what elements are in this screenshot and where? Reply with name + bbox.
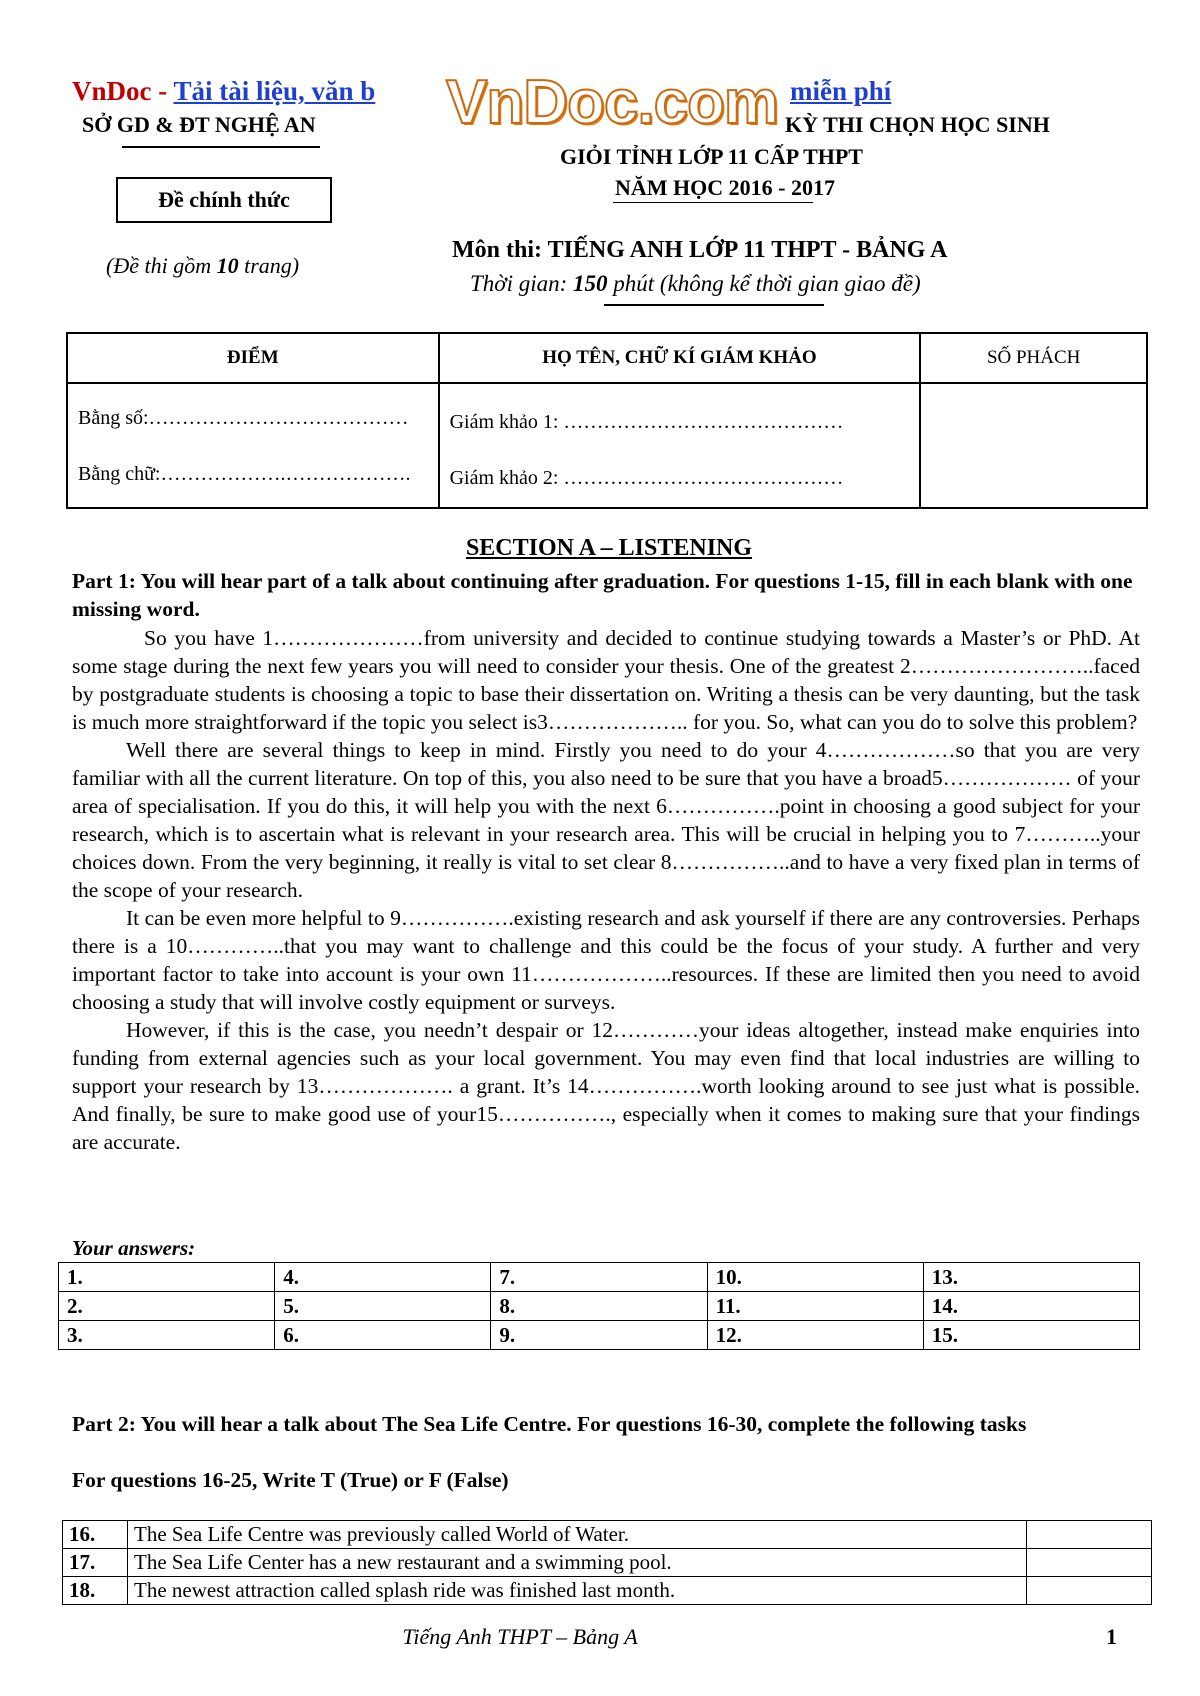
code-cell[interactable] bbox=[920, 383, 1147, 508]
question-number: 17. bbox=[63, 1549, 128, 1577]
subject-value: TIẾNG ANH LỚP 11 THPT - BẢNG A bbox=[547, 237, 948, 263]
duration-minutes: 150 bbox=[573, 271, 608, 296]
answer-cell[interactable]: 4. bbox=[275, 1263, 491, 1292]
answer-cell[interactable]: 10. bbox=[707, 1263, 923, 1292]
examiner-cell bbox=[439, 383, 921, 508]
score-cell bbox=[67, 383, 439, 508]
examiner-column-header: HỌ TÊN, CHỮ KÍ GIÁM KHẢO bbox=[439, 333, 921, 383]
answers-table bbox=[58, 1262, 1140, 1350]
official-exam-label: Đề chính thức bbox=[116, 177, 332, 223]
pages-note bbox=[106, 253, 299, 279]
passage-paragraph: So you have 1…………………from university and decided to continue studying towards a Master’s or PhD. At some stage during the next few years you will need to consider your thesis. One of the greatest 2……………………..faced by postgraduate students is choosing a topic to base their dissertation on. Writing a thesis can be very daunting, but the task is much more straightforward if the topic you select is3……………….. for you. So, what can you do to solve this problem? bbox=[72, 626, 1140, 734]
part2-instruction: Part 2: You will hear a talk about The Sea Life Centre. For questions 16-30, complete the following tasks bbox=[72, 1412, 1027, 1436]
true-false-answer-cell[interactable] bbox=[1027, 1521, 1152, 1549]
answer-cell[interactable]: 11. bbox=[707, 1292, 923, 1321]
table-row bbox=[63, 1521, 1152, 1549]
score-words-field[interactable]: Bằng chữ:……………….………………. bbox=[78, 462, 411, 485]
answer-cell[interactable]: 9. bbox=[491, 1321, 707, 1350]
table-row bbox=[63, 1577, 1152, 1605]
answer-cell[interactable]: 7. bbox=[491, 1263, 707, 1292]
subject-line bbox=[452, 237, 947, 264]
subject-label: Môn thi: bbox=[452, 237, 542, 263]
exam-title-line2: GIỎI TỈNH LỚP 11 CẤP THPT bbox=[560, 144, 863, 169]
duration-prefix: Thời gian: bbox=[470, 271, 574, 296]
answer-cell[interactable]: 8. bbox=[491, 1292, 707, 1321]
examiner2-field[interactable]: Giám khảo 2: …………………………………… bbox=[449, 467, 844, 489]
examiner1-field[interactable]: Giám khảo 1: …………………………………… bbox=[449, 411, 844, 433]
code-column-header: SỐ PHÁCH bbox=[920, 333, 1147, 383]
answer-cell[interactable]: 13. bbox=[923, 1263, 1139, 1292]
question-statement: The newest attraction called splash ride was finished last month. bbox=[128, 1577, 1027, 1605]
section-a-title: SECTION A – LISTENING bbox=[465, 535, 753, 561]
pages-count: 10 bbox=[216, 253, 239, 278]
answer-cell[interactable]: 15. bbox=[923, 1321, 1139, 1350]
page-footer: Tiếng Anh THPT – Bảng A bbox=[402, 1624, 638, 1649]
passage-paragraph: Well there are several things to keep in mind. Firstly you need to do your 4………………so that you are very familiar with all the current literature. On top of this, you also need to be sure that you have a broad5……………… of your area of specialisation. If you do this, it will help you with the next 6…………….point in choosing a good subject for your research, which is to ascertain what is relevant in your research area. This will be crucial in helping you to 7………..your choices down. From the very beginning, it really is vital to set clear 8……………..and to have a very fixed plan in terms of the scope of your research. bbox=[72, 738, 1140, 902]
question-statement: The Sea Life Centre was previously called World of Water. bbox=[128, 1521, 1027, 1549]
exam-title-line3: NĂM HỌC 2016 - 2017 bbox=[615, 175, 835, 200]
duration-line bbox=[470, 271, 921, 297]
answer-cell[interactable]: 3. bbox=[59, 1321, 275, 1350]
score-table bbox=[66, 332, 1148, 509]
vndoc-logo[interactable]: VnDoc.com bbox=[440, 72, 784, 134]
true-false-table bbox=[62, 1520, 1152, 1605]
true-false-answer-cell[interactable] bbox=[1027, 1577, 1152, 1605]
pages-note-suffix: trang) bbox=[238, 253, 300, 278]
passage-paragraph: However, if this is the case, you needn’t despair or 12…………your ideas altogether, instead make enquiries into funding from external agencies such as your local government. You may even find that local industries are willing to support your research by 13………………. a grant. It’s 14…………….worth looking around to see just what is possible. And finally, be sure to make good use of your15……………., especially when it comes to making sure that your findings are accurate. bbox=[72, 1018, 1140, 1154]
duration-underline bbox=[604, 304, 824, 306]
answers-label: Your answers: bbox=[72, 1236, 196, 1260]
question-statement: The Sea Life Center has a new restaurant and a swimming pool. bbox=[128, 1549, 1027, 1577]
answer-cell[interactable]: 5. bbox=[275, 1292, 491, 1321]
answer-cell[interactable]: 12. bbox=[707, 1321, 923, 1350]
banner-site-name bbox=[72, 76, 375, 107]
part2-sub-instruction: For questions 16-25, Write T (True) or F (False) bbox=[72, 1468, 509, 1492]
score-column-header: ĐIỂM bbox=[67, 333, 439, 383]
part1-instruction: Part 1: You will hear part of a talk about continuing after graduation. For questions 1-15, fill in each blank with one missing word. bbox=[72, 569, 1133, 621]
exam-title-line1: KỲ THI CHỌN HỌC SINH bbox=[785, 112, 1050, 137]
banner-free-link[interactable]: miễn phí bbox=[790, 76, 892, 106]
question-number: 18. bbox=[63, 1577, 128, 1605]
banner-download-link[interactable]: Tải tài liệu, văn b bbox=[173, 76, 376, 106]
answer-cell[interactable]: 6. bbox=[275, 1321, 491, 1350]
department-underline bbox=[122, 146, 320, 148]
department-name: SỞ GD & ĐT NGHỆ AN bbox=[82, 112, 316, 137]
score-number-field[interactable]: Bằng số:………………………………… bbox=[78, 406, 409, 429]
pages-note-prefix: (Đề thi gồm bbox=[106, 253, 217, 278]
answer-cell[interactable]: 14. bbox=[923, 1292, 1139, 1321]
listening-passage bbox=[72, 624, 1140, 1156]
banner-prefix: VnDoc - bbox=[72, 76, 174, 106]
table-row bbox=[59, 1292, 1140, 1321]
table-row bbox=[63, 1549, 1152, 1577]
passage-paragraph: It can be even more helpful to 9…………….existing research and ask yourself if there are any controversies. Perhaps there is a 10…………..that you may want to challenge and this could be the focus of your study. A further and very important factor to take into account is your own 11………………..resources. If these are limited then you need to avoid choosing a study that will involve costly equipment or surveys. bbox=[72, 906, 1140, 1014]
table-row bbox=[59, 1321, 1140, 1350]
question-number: 16. bbox=[63, 1521, 128, 1549]
answer-cell[interactable]: 1. bbox=[59, 1263, 275, 1292]
page-number: 1 bbox=[1106, 1624, 1117, 1649]
answer-cell[interactable]: 2. bbox=[59, 1292, 275, 1321]
duration-suffix: phút (không kể thời gian giao đề) bbox=[607, 271, 921, 296]
true-false-answer-cell[interactable] bbox=[1027, 1549, 1152, 1577]
table-row bbox=[59, 1263, 1140, 1292]
year-underline bbox=[613, 202, 813, 203]
